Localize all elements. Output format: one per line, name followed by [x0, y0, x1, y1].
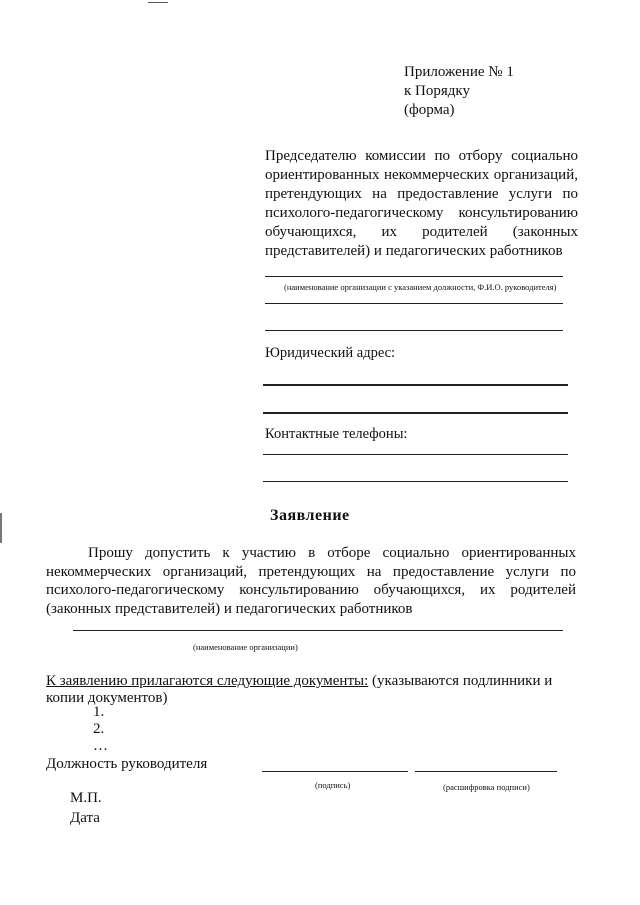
position-label: Должность руководителя: [46, 756, 208, 772]
scan-mark-top: [148, 2, 168, 3]
legal-address-label: Юридический адрес:: [265, 345, 396, 361]
phones-label: Контактные телефоны:: [265, 426, 408, 442]
stamp-date-block: [70, 788, 102, 828]
appendix-line-1: Приложение № 1: [404, 64, 514, 80]
org-name-fill-line[interactable]: [73, 630, 563, 631]
phones-line-2[interactable]: [263, 481, 568, 482]
decoding-caption: (расшифровка подписи): [443, 782, 530, 792]
org-name-caption: (наименование организации с указанием должности, Ф.И.О. руководителя): [284, 282, 557, 292]
org-name-fill-caption: (наименование организации): [193, 642, 298, 652]
signature-caption: (подпись): [315, 780, 351, 790]
legal-address-line-2[interactable]: [263, 412, 568, 414]
attachments-heading: [46, 673, 566, 707]
statement-title: Заявление: [270, 507, 350, 524]
date-label: Дата: [70, 810, 100, 826]
org-name-line-3[interactable]: [265, 330, 563, 331]
appendix-header: [404, 63, 514, 120]
attachments-heading-underlined: К заявлению прилагаются следующие документы:: [46, 673, 369, 689]
decoding-line[interactable]: [415, 771, 557, 772]
stamp-label: М.П.: [70, 790, 102, 806]
appendix-line-2: к Порядку: [404, 83, 470, 99]
org-name-line-1[interactable]: [265, 276, 563, 277]
attachment-item-2: 2.: [93, 721, 105, 737]
org-name-line-2[interactable]: [265, 303, 563, 304]
addressee-block: Председателю комиссии по отбору социально ориентированных некоммерческих организаций, претендующих на предоставление услуги по психолого-педагогическому консультированию обучающихся, их родителей (законных представителей) и педагогических работников: [265, 148, 578, 259]
attachments-heading-rest: (указываются подлинники и копии документов): [46, 673, 553, 706]
attachment-item-1: 1.: [93, 704, 105, 720]
signature-line[interactable]: [262, 771, 408, 772]
statement-body: Прошу допустить к участию в отборе социально ориентированных некоммерческих организаций, претендующих на предоставление услуги по психолого-педагогическому консультированию обучающихся, их родителей (законных представителей) и педагогических работников: [46, 545, 576, 617]
scan-mark-side: [0, 513, 2, 543]
appendix-line-3: (форма): [404, 102, 455, 118]
legal-address-line-1[interactable]: [263, 384, 568, 386]
attachment-item-ellipsis: …: [93, 738, 108, 754]
phones-line-1[interactable]: [263, 454, 568, 455]
